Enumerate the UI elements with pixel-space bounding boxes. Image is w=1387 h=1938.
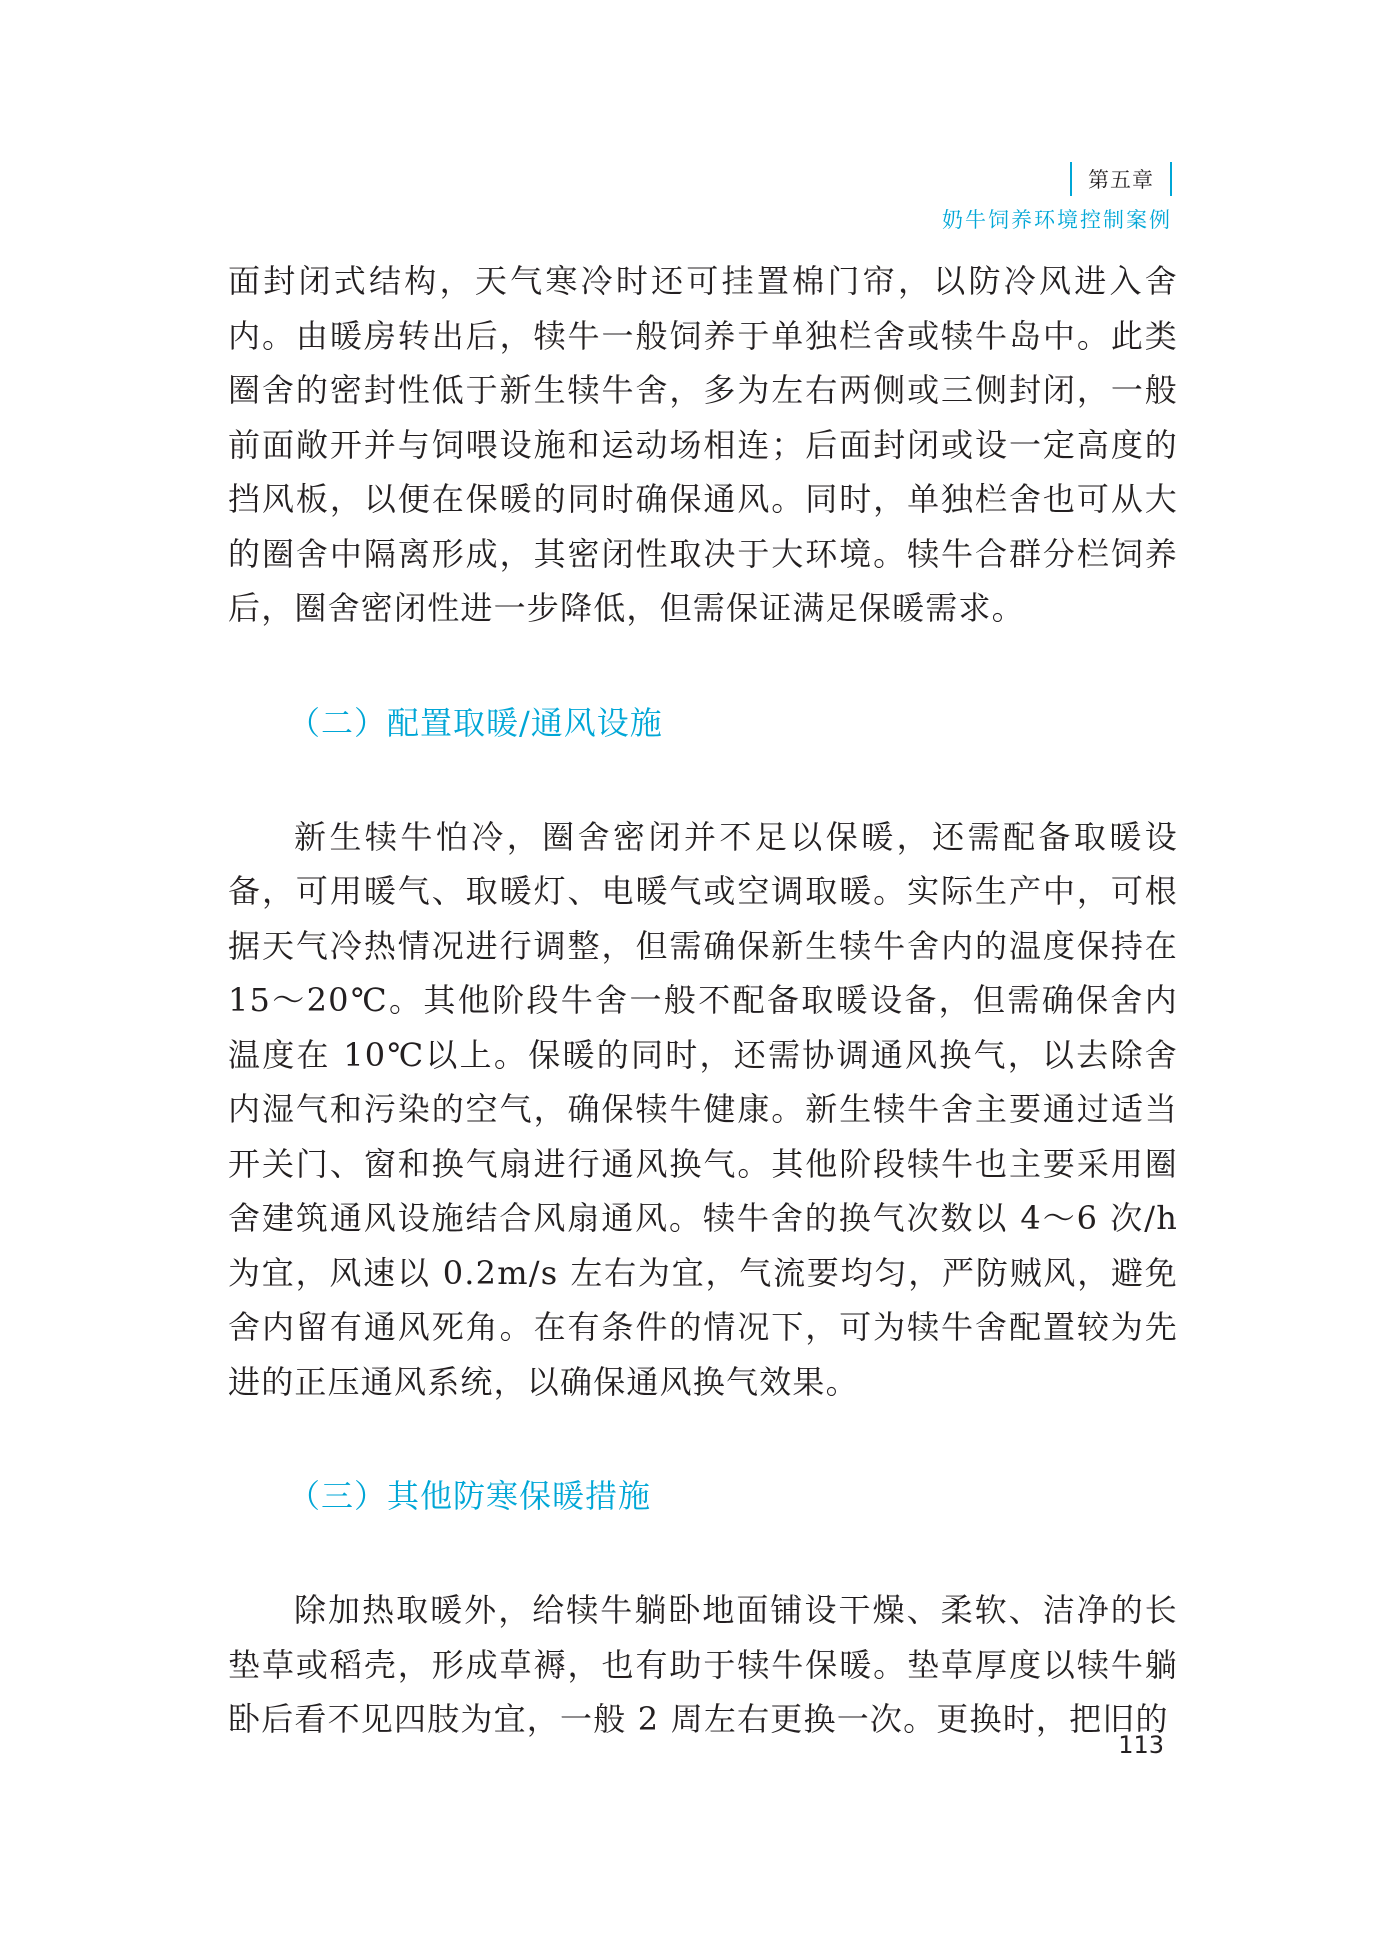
body-text [228, 254, 1178, 1747]
chapter-row [942, 160, 1172, 198]
chapter-label: 第五章 [1088, 168, 1154, 192]
paragraph-continued: 面封闭式结构，天气寒冷时还可挂置棉门帘，以防冷风进入舍内。由暖房转出后，犊牛一般饲养于单独栏舍或犊牛岛中。此类圈舍的密封性低于新生犊牛舍，多为左右两侧或三侧封闭，一般前面敞开并与饲喂设施和运动场相连；后面封闭或设一定高度的挡风板，以便在保暖的同时确保通风。同时，单独栏舍也可从大的圈舍中隔离形成，其密闭性取决于大环境。犊牛合群分栏饲养后，圈舍密闭性进一步降低，但需保证满足保暖需求。 [228, 262, 1178, 627]
paragraph-heating-ventilation: 新生犊牛怕冷，圈舍密闭并不足以保暖，还需配备取暖设备，可用暖气、取暖灯、电暖气或空调取暖。实际生产中，可根据天气冷热情况进行调整，但需确保新生犊牛舍内的温度保持在 15～20℃。其他阶段牛舍一般不配备取暖设备，但需确保舍内温度在 10℃以上。保暖的同时，还需协调通风换气，以去除舍内湿气和污染的空气，确保犊牛健康。新生犊牛舍主要通过适当开关门、窗和换气扇进行通风换气。其他阶段犊牛也主要采用圈舍建筑通风设施结合风扇通风。犊牛舍的换气次数以 4～6 次/h 为宜，风速以 0.2m/s 左右为宜，气流要均匀，严防贼风，避免舍内留有通风死角。在有条件的情况下，可为犊牛舍配置较为先进的正压通风系统，以确保通风换气效果。 [228, 817, 1178, 1401]
running-head [942, 160, 1172, 234]
chapter-title: 奶牛饲养环境控制案例 [942, 208, 1172, 232]
section-heading-heating-ventilation: （二）配置取暖/通风设施 [288, 703, 663, 742]
page-number: 113 [1118, 1731, 1164, 1759]
paragraph-other-measures: 除加热取暖外，给犊牛躺卧地面铺设干燥、柔软、洁净的长垫草或稻壳，形成草褥，也有助于犊牛保暖。垫草厚度以犊牛躺卧后看不见四肢为宜，一般 2 周左右更换一次。更换时，把旧的 [228, 1591, 1178, 1738]
chapter-divider-right [1170, 162, 1172, 196]
section-heading-other-measures: （三）其他防寒保暖措施 [288, 1477, 652, 1515]
